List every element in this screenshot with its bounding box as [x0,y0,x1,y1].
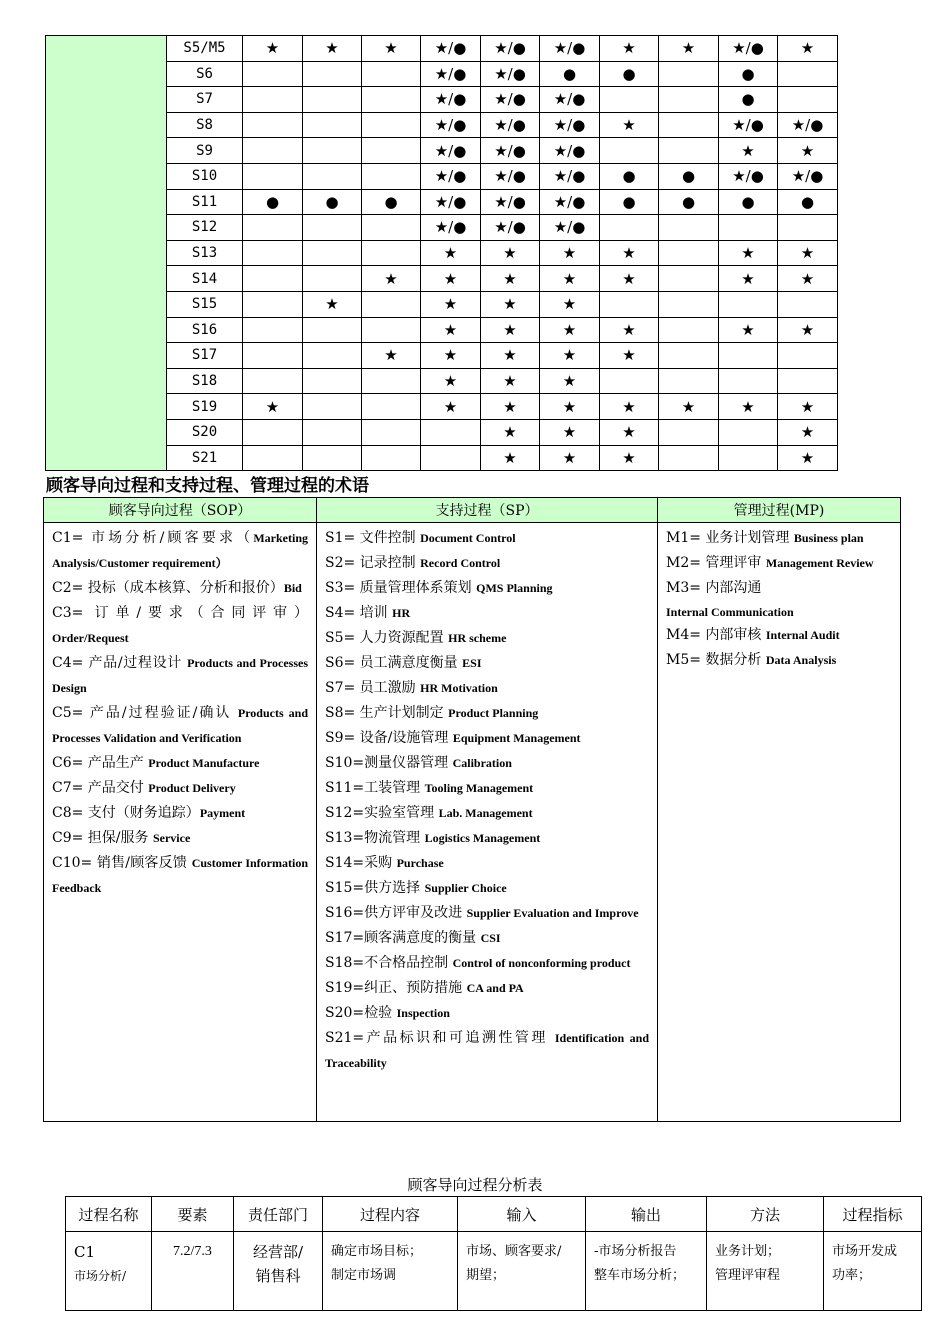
terms-section-title: 顾客导向过程和支持过程、管理过程的术语 [46,476,369,496]
matrix-cell: ★ [481,291,540,317]
matrix-cell: ● [362,189,421,215]
term-s9: S9= 设备/设施管理 Equipment Management [325,730,581,746]
matrix-cell [421,419,481,445]
matrix-cell: ★ [243,36,303,62]
matrix-cell [243,343,303,369]
matrix-cell: ★ [600,36,659,62]
matrix-cell: ● [659,189,719,215]
matrix-cell: ★/● [540,138,600,164]
matrix-cell: ★ [778,394,838,420]
matrix-cell: ★ [600,112,659,138]
matrix-cell: ★ [540,419,600,445]
matrix-cell: ★ [600,343,659,369]
matrix-cell [778,343,838,369]
term-s19: S19=纠正、预防措施 CA and PA [325,980,524,996]
matrix-cell [362,368,421,394]
term-c6: C6= 产品生产 Product Manufacture [52,755,260,771]
matrix-cell [778,215,838,241]
matrix-cell: ★ [778,138,838,164]
matrix-cell: ● [659,163,719,189]
term-s20: S20=检验 Inspection [325,1005,450,1021]
matrix-row [46,36,838,62]
term-s21: S21=产品标识和可追溯性管理 Identification and Traceability [325,1030,650,1070]
matrix-row-label: S13 [167,240,243,266]
term-s3: S3= 质量管理体系策划 QMS Planning [325,580,553,596]
matrix-cell [659,87,719,113]
matrix-cell [659,291,719,317]
matrix-cell: ● [719,87,778,113]
matrix-cell: ★ [778,36,838,62]
matrix-cell: ★ [540,291,600,317]
matrix-cell [600,138,659,164]
term-c3: C3= 订单/要求（合同评审）Order/Request [52,605,308,645]
matrix-cell: ★ [600,394,659,420]
matrix-cell: ★/● [421,112,481,138]
matrix-cell: ★/● [421,189,481,215]
matrix-cell [659,317,719,343]
matrix-cell: ★ [421,240,481,266]
term-s4: S4= 培训 HR [325,605,411,621]
matrix-row-label: S5/M5 [167,36,243,62]
term-m2: M2= 管理评审 Management Review [666,555,874,571]
matrix-cell [659,240,719,266]
sop-header: 顾客导向过程（SOP） [44,498,317,523]
matrix-cell [243,240,303,266]
matrix-cell [362,138,421,164]
matrix-cell: ★/● [540,215,600,241]
term-s18: S18=不合格品控制 Control of nonconforming product [325,955,631,971]
matrix-cell: ★ [481,343,540,369]
matrix-cell: ★ [362,343,421,369]
matrix-cell [600,87,659,113]
matrix-cell [243,419,303,445]
matrix-cell [362,215,421,241]
matrix-cell [600,215,659,241]
col-kpi: 过程指标 [824,1197,922,1232]
matrix-cell [243,163,303,189]
matrix-cell: ★/● [481,36,540,62]
matrix-cell: ★ [421,317,481,343]
col-input: 输入 [458,1197,586,1232]
matrix-cell: ★/● [540,189,600,215]
matrix-cell: ★ [540,343,600,369]
matrix-cell: ★/● [540,87,600,113]
matrix-cell: ★ [421,343,481,369]
matrix-cell [303,368,362,394]
matrix-cell [600,291,659,317]
matrix-row-label: S7 [167,87,243,113]
matrix-cell [659,445,719,471]
matrix-cell: ★/● [421,87,481,113]
term-s12: S12=实验室管理 Lab. Management [325,805,533,821]
matrix-cell: ★/● [540,112,600,138]
matrix-cell: ★ [540,368,600,394]
cell-input: 市场、顾客要求/ 期望； [458,1232,586,1311]
matrix-cell: ★ [719,138,778,164]
matrix-cell [243,368,303,394]
cell-output: -市场分析报告 整车市场分析； [586,1232,707,1311]
matrix-cell: ★/● [481,189,540,215]
matrix-cell: ★ [600,317,659,343]
matrix-cell [600,368,659,394]
matrix-cell [659,266,719,292]
process-terms-table [43,497,901,1122]
matrix-cell [362,163,421,189]
matrix-cell [303,240,362,266]
matrix-cell [303,445,362,471]
col-content: 过程内容 [323,1197,458,1232]
term-s2: S2= 记录控制 Record Control [325,555,501,571]
matrix-cell [659,419,719,445]
matrix-cell: ● [243,189,303,215]
matrix-cell: ★/● [421,163,481,189]
matrix-cell [362,112,421,138]
term-c4: C4= 产品/过程设计 Products and Processes Design [52,655,308,695]
matrix-cell: ● [778,189,838,215]
matrix-cell: ★/● [481,138,540,164]
matrix-cell [778,61,838,87]
matrix-cell: ★ [540,266,600,292]
matrix-cell: ★/● [481,215,540,241]
matrix-cell [362,291,421,317]
matrix-cell: ● [540,61,600,87]
term-s8: S8= 生产计划制定 Product Planning [325,705,539,721]
matrix-cell: ★ [421,291,481,317]
matrix-cell: ★ [778,445,838,471]
matrix-cell: ★ [659,36,719,62]
term-s13: S13=物流管理 Logistics Management [325,830,541,846]
term-s16: S16=供方评审及改进 Supplier Evaluation and Improve [325,905,639,921]
matrix-cell: ★ [481,394,540,420]
matrix-cell [243,138,303,164]
term-c7: C7= 产品交付 Product Delivery [52,780,236,796]
term-c9: C9= 担保/服务 Service [52,830,191,846]
matrix-cell: ★ [481,266,540,292]
cell-department: 经营部/ 销售科 [234,1232,323,1311]
matrix-cell: ★ [421,394,481,420]
matrix-cell: ★ [719,394,778,420]
matrix-cell [303,394,362,420]
cell-method: 业务计划； 管理评审程 [707,1232,824,1311]
term-s15: S15=供方选择 Supplier Choice [325,880,507,896]
matrix-row-label: S20 [167,419,243,445]
matrix-cell: ★ [778,419,838,445]
matrix-cell [303,317,362,343]
matrix-cell: ★/● [540,163,600,189]
term-c8: C8= 支付（财务追踪）Payment [52,805,246,821]
matrix-cell [243,87,303,113]
matrix-cell [303,343,362,369]
matrix-cell: ★ [540,240,600,266]
matrix-row-label: S9 [167,138,243,164]
matrix-row-label: S12 [167,215,243,241]
matrix-cell: ★ [421,266,481,292]
matrix-cell: ★ [600,240,659,266]
matrix-cell: ● [600,61,659,87]
term-s14: S14=采购 Purchase [325,855,444,871]
matrix-cell [778,368,838,394]
matrix-cell [362,419,421,445]
matrix-cell: ★/● [421,215,481,241]
matrix-cell: ★ [659,394,719,420]
matrix-cell: ★/● [778,163,838,189]
matrix-cell [659,138,719,164]
matrix-body [46,36,838,471]
matrix-cell [719,291,778,317]
matrix-cell [778,291,838,317]
matrix-cell: ★ [303,36,362,62]
matrix-cell [719,368,778,394]
matrix-cell [778,87,838,113]
matrix-row-label: S16 [167,317,243,343]
col-method: 方法 [707,1197,824,1232]
matrix-cell: ★ [303,291,362,317]
term-m1: M1= 业务计划管理 Business plan [666,530,864,546]
matrix-cell: ★/● [719,36,778,62]
matrix-cell: ★/● [421,138,481,164]
matrix-cell [719,343,778,369]
cell-element: 7.2/7.3 [152,1232,234,1311]
matrix-cell [659,368,719,394]
matrix-cell: ★ [481,419,540,445]
matrix-row-label: S21 [167,445,243,471]
matrix-cell: ★ [540,394,600,420]
matrix-cell: ★ [600,419,659,445]
term-s6: S6= 员工满意度衡量 ESI [325,655,482,671]
matrix-cell [303,266,362,292]
mp-terms-cell [658,523,901,1122]
matrix-cell [303,163,362,189]
matrix-cell: ★/● [481,112,540,138]
matrix-cell [362,394,421,420]
matrix-row-label: S11 [167,189,243,215]
col-department: 责任部门 [234,1197,323,1232]
matrix-cell: ★/● [421,61,481,87]
term-c1: C1= 市场分析/顾客要求（Marketing Analysis/Customer requirement） [52,530,308,570]
matrix-row-label: S10 [167,163,243,189]
matrix-cell: ★/● [421,36,481,62]
sop-terms-cell [44,523,317,1122]
term-m4: M4= 内部审核 Internal Audit [666,627,840,643]
term-s10: S10=测量仪器管理 Calibration [325,755,512,771]
matrix-cell: ★ [778,240,838,266]
matrix-cell [659,61,719,87]
analysis-table-title: 顾客导向过程分析表 [407,1176,543,1194]
matrix-cell [243,215,303,241]
mp-header: 管理过程(MP) [658,498,901,523]
matrix-cell: ★ [362,36,421,62]
matrix-cell [303,87,362,113]
matrix-cell [362,61,421,87]
matrix-cell [659,215,719,241]
term-c10: C10= 销售/顾客反馈 Customer Information Feedback [52,855,308,895]
term-c5: C5= 产品/过程验证/确认 Products and Processes Validation and Verification [52,705,308,745]
matrix-cell: ★ [719,266,778,292]
term-s7: S7= 员工激励 HR Motivation [325,680,498,696]
matrix-cell [362,87,421,113]
matrix-cell [243,112,303,138]
matrix-cell: ★ [778,317,838,343]
matrix-cell [303,419,362,445]
matrix-cell: ★ [719,317,778,343]
matrix-cell [243,317,303,343]
matrix-cell: ★ [421,368,481,394]
term-s1: S1= 文件控制 Document Control [325,530,516,546]
matrix-cell: ● [600,163,659,189]
matrix-row-label: S19 [167,394,243,420]
matrix-cell [303,61,362,87]
table-row [66,1232,922,1311]
matrix-cell [659,112,719,138]
matrix-cell: ★ [481,368,540,394]
col-element: 要素 [152,1197,234,1232]
matrix-cell [303,138,362,164]
matrix-cell: ★ [600,266,659,292]
cell-content: 确定市场目标； 制定市场调 [323,1232,458,1311]
matrix-cell: ● [719,61,778,87]
term-s5: S5= 人力资源配置 HR scheme [325,630,507,646]
matrix-cell [243,291,303,317]
matrix-cell: ★ [481,240,540,266]
matrix-cell: ★/● [540,36,600,62]
matrix-cell: ★/● [719,163,778,189]
matrix-cell: ★/● [481,61,540,87]
matrix-cell [243,266,303,292]
matrix-cell: ★/● [778,112,838,138]
process-matrix-table [45,35,838,471]
matrix-cell [362,240,421,266]
matrix-cell: ★/● [719,112,778,138]
matrix-cell [243,61,303,87]
cell-kpi: 市场开发成 功率； [824,1232,922,1311]
matrix-cell: ★ [540,317,600,343]
matrix-cell [303,215,362,241]
sp-header: 支持过程（SP） [317,498,658,523]
matrix-cell: ★ [481,445,540,471]
matrix-cell: ★ [778,266,838,292]
matrix-cell: ★ [243,394,303,420]
sp-terms-cell [317,523,658,1122]
matrix-cell [421,445,481,471]
term-s17: S17=顾客满意度的衡量 CSI [325,930,501,946]
matrix-row-label: S15 [167,291,243,317]
matrix-cell [719,215,778,241]
matrix-cell: ● [719,189,778,215]
matrix-row-label: S18 [167,368,243,394]
process-analysis-table [65,1196,922,1311]
matrix-row-label: S14 [167,266,243,292]
matrix-cell: ★ [362,266,421,292]
matrix-cell: ★/● [481,163,540,189]
matrix-cell [719,445,778,471]
term-m3: M3= 内部沟通 Internal Communication [666,580,794,619]
matrix-cell: ★ [600,445,659,471]
matrix-cell [719,419,778,445]
term-c2: C2= 投标（成本核算、分析和报价）Bid [52,580,302,596]
matrix-cell: ★ [481,317,540,343]
term-m5: M5= 数据分析 Data Analysis [666,652,837,668]
matrix-cell: ★ [719,240,778,266]
term-s11: S11=工装管理 Tooling Management [325,780,534,796]
col-output: 输出 [586,1197,707,1232]
matrix-cell [362,445,421,471]
col-process-name: 过程名称 [66,1197,152,1232]
matrix-green-column [46,36,167,471]
cell-process-name: C1 市场分析/ [66,1232,152,1311]
matrix-cell: ★/● [481,87,540,113]
matrix-cell [303,112,362,138]
matrix-cell: ● [303,189,362,215]
matrix-cell: ● [600,189,659,215]
matrix-cell [659,343,719,369]
matrix-cell [362,317,421,343]
matrix-cell: ★ [540,445,600,471]
matrix-row-label: S8 [167,112,243,138]
matrix-row-label: S6 [167,61,243,87]
matrix-cell [243,445,303,471]
matrix-row-label: S17 [167,343,243,369]
